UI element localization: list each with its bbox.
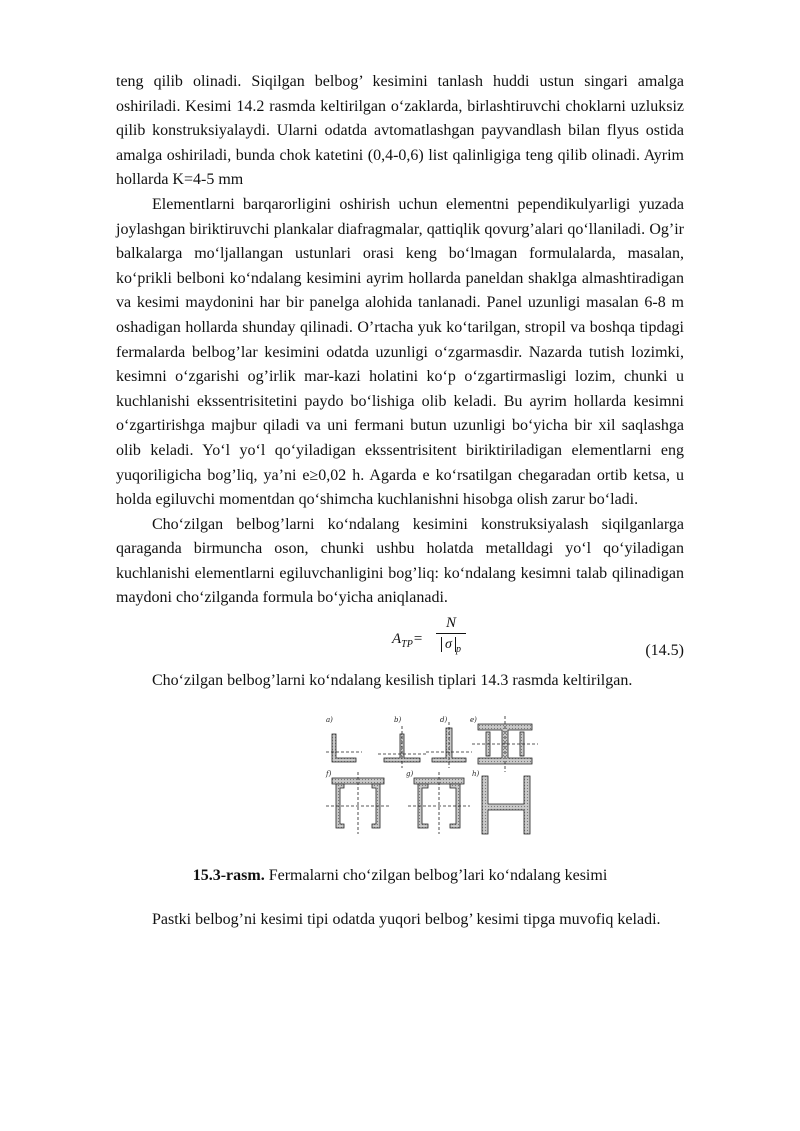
- label-e: e): [470, 715, 477, 724]
- paragraph-5: Pastki belbog’ni kesimi tipi odatda yuqori belbog’ kesimi tipga muvofiq keladi.: [152, 911, 661, 929]
- label-d: d): [440, 715, 448, 724]
- paragraph-4: Cho‘zilgan belbog’larni ko‘ndalang kesilish tiplari 14.3 rasmda keltirilgan.: [152, 672, 633, 690]
- label-f: f): [326, 769, 332, 778]
- formula-denominator-subscript: p: [455, 643, 461, 655]
- spacer: [116, 888, 684, 908]
- section-e-h-section: [472, 716, 538, 772]
- section-b-double-angle: [378, 726, 426, 768]
- section-g-channels-plate: [406, 769, 470, 834]
- formula-denominator-symbol: σ: [441, 637, 456, 652]
- label-a: a): [326, 715, 333, 724]
- label-g: g): [406, 769, 414, 778]
- formula-denominator: [436, 634, 466, 661]
- formula-numerator: N: [445, 615, 456, 632]
- section-d-tee: [426, 722, 472, 768]
- formula-fraction: [436, 613, 466, 661]
- caption-text: Fermalarni cho‘zilgan belbog’lari ko‘ndalang kesimi: [264, 866, 608, 884]
- formula-lhs-subscript: TP: [401, 639, 413, 651]
- figure-cross-sections: [116, 694, 684, 864]
- label-b: b): [394, 715, 402, 724]
- equation-number: (14.5): [645, 642, 684, 660]
- formula-lhs-symbol: A: [392, 631, 402, 648]
- document-page: [116, 70, 684, 933]
- paragraph-1: teng qilib olinadi. Siqilgan belbog’ kesimini tanlash huddi ustun singari amalga oshiriladi. Kesimi 14.2 rasmda keltirilgan o‘zaklarda, birlashtiruvchi choklarni uzluksiz qilib konstruksiyalaydi. Ularni odatda avtomatlashgan payvandlash bilan flyus ostida amalga oshiriladi, bunda chok katetini (0,4-0,6) list qalinligiga teng qilib olinadi. Ayrim hollarda K=4-5 mm: [116, 73, 684, 189]
- cross-sections-drawing: [322, 712, 542, 837]
- formula-14-5: [116, 611, 684, 669]
- section-f-channels-plate: [326, 769, 390, 834]
- figure-caption: [116, 864, 684, 889]
- label-h: h): [472, 769, 480, 778]
- paragraph-2: Elementlarni barqarorligini oshirish uchun elementni pependikulyarligi yuzada joylashgan biriktiruvchi plankalar diafragmalar, qattiqlik qovurg’alari qo‘llaniladi. Og’ir balkalarga mo‘ljallangan ustunlari orasi keng bo‘lmagan formulalarda, masalan, ko‘prikli belboni ko‘ndalang kesimini ayrim hollarda paneldan shaklga almashtiradigan va kesimi maydonini har bir panelga alohida tanlanadi. Panel uzunligi masalan 6-8 m oshadigan hollarda shunday qilinadi. O’rtacha yuk ko‘tarilgan, stropil va boshqa tipdagi fermalarda belbog’lar kesimini odatda uzunligi o‘zgarmasdir. Nazarda tutish lozimki, kesimni o‘zgarishi og’irlik mar-kazi holatini ko‘p o‘zgartirmasligi lozim, chunki u kuchlanishi ekssentrisitetini paydo bo‘lishiga olib keladi. Bu ayrim hollarda kesimni o‘zgartirishga majbur qiladi va uni fermani butun uzunligi bo‘yicha bir xil saqlashga olib keladi. Yo‘l yo‘l qo‘yiladigan ekssentrisitent biriktiriladigan elementlarni eng yuqoriligicha bog’liq, ya’ni e≥0,02 h. Agarda e ko‘rsatilgan chegaradan ortib ketsa, u holda egiluvchi momentdan qo‘shimcha kuchlanishni hisobga olish zarur bo‘ladi.: [116, 195, 684, 509]
- formula-lhs: [392, 627, 423, 658]
- section-h-wide-flange: [482, 776, 530, 834]
- paragraph-3: Cho‘zilgan belbog’larni ko‘ndalang kesimini konstruksiyalash siqilganlarga qaraganda birmuncha oson, chunki ushbu holatda metalldagi yo‘l qo‘yiladigan kuchlanishi elementlarni egiluvchanligini bog’liq: ko‘ndalang kesimni talab qilinadigan maydoni cho‘zilganda formula bo‘yicha aniqlanadi.: [116, 515, 684, 607]
- section-a-single-angle: [326, 734, 362, 762]
- formula-equals: =: [412, 631, 423, 648]
- caption-label: 15.3-rasm.: [192, 866, 265, 884]
